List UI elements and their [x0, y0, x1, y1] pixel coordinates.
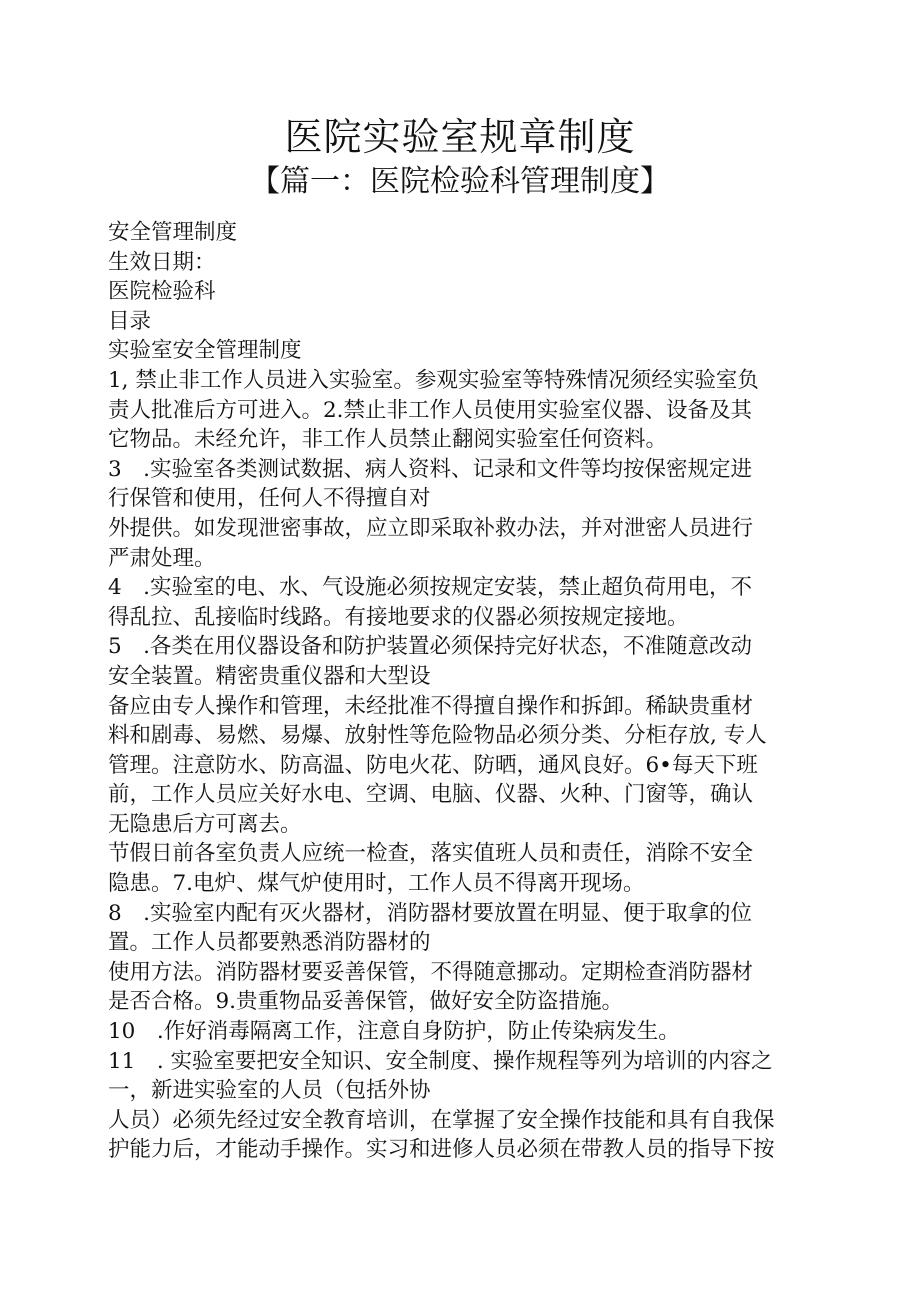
text-line: 严肃处理。 [108, 545, 216, 571]
text-line: 隐患。7.电炉、煤气炉使用时，工作人员不得离开现场。 [108, 871, 645, 897]
text-line: 5 .各类在用仪器设备和防护装置必须保持完好状态，不准随意改动 [108, 634, 753, 660]
text-line: 1, 禁止非工作人员进入实验室。参观实验室等特殊情况须经实验室负 [108, 367, 759, 393]
text-line: 安全装置。精密贵重仪器和大型设 [108, 663, 431, 689]
text-line: 无隐患后方可离去。 [108, 811, 302, 837]
text-line: 料和剧毒、易燃、易爆、放射性等危险物品必须分类、分柜存放, 专人 [108, 723, 767, 749]
text-line: 10 .作好消毒隔离工作，注意自身防护，防止传染病发生。 [108, 1019, 680, 1045]
text-line: 它物品。未经允许，非工作人员禁止翻阅实验室任何资料。 [108, 427, 668, 453]
text-line: 得乱拉、乱接临时线路。有接地要求的仪器必须按规定接地。 [108, 604, 689, 630]
text-line: 护能力后，才能动手操作。实习和进修人员必须在带教人员的指导下按 [108, 1137, 775, 1163]
text-line: 人员）必须先经过安全教育培训，在掌握了安全操作技能和具有自我保 [108, 1107, 775, 1133]
document-title: 医院实验室规章制度 [284, 115, 636, 159]
text-line: 实验室安全管理制度 [108, 338, 302, 364]
document-subtitle: 【篇一：医院检验科管理制度】 [250, 164, 670, 199]
text-line: 责人批准后方可进入。2.禁止非工作人员使用实验室仪器、设备及其 [108, 397, 753, 423]
text-line: 备应由专人操作和管理，未经批准不得擅自操作和拆卸。稀缺贵重材 [108, 693, 754, 719]
text-line: 目录 [108, 308, 152, 334]
text-line: 使用方法。消防器材要妥善保管，不得随意挪动。定期检查消防器材 [108, 959, 754, 985]
text-line: 4 .实验室的电、水、气设施必须按规定安装，禁止超负荷用电，不 [108, 575, 753, 601]
document-body [108, 218, 828, 1165]
text-line: 置。工作人员都要熟悉消防器材的 [108, 930, 431, 956]
text-line: 外提供。如发现泄密事故，应立即采取补救办法，并对泄密人员进行 [108, 515, 754, 541]
text-line: 安全管理制度 [108, 220, 238, 245]
text-line: 一，新进实验室的人员（包括外协 [108, 1078, 431, 1104]
text-line: 医院检验科 [108, 279, 216, 305]
text-line: 11 . 实验室要把安全知识、安全制度、操作规程等列为培训的内容之 [108, 1048, 773, 1074]
text-line: 3 .实验室各类测试数据、病人资料、记录和文件等均按保密规定进 [108, 456, 753, 482]
text-line: 管理。注意防水、防高温、防电火花、防晒，通风良好。6•每天下班 [108, 752, 758, 778]
text-line: 行保管和使用，任何人不得擅自对 [108, 486, 431, 512]
text-line: 8 .实验室内配有灭火器材，消防器材要放置在明显、便于取拿的位 [108, 900, 753, 926]
text-line: 节假日前各室负责人应统一检查，落实值班人员和责任，消除不安全 [108, 841, 754, 867]
text-line: 前，工作人员应关好水电、空调、电脑、仪器、火种、门窗等，确认 [108, 782, 754, 808]
text-line: 生效日期： [108, 249, 216, 275]
text-line: 是否合格。9.贵重物品妥善保管，做好安全防盗措施。 [108, 989, 624, 1015]
